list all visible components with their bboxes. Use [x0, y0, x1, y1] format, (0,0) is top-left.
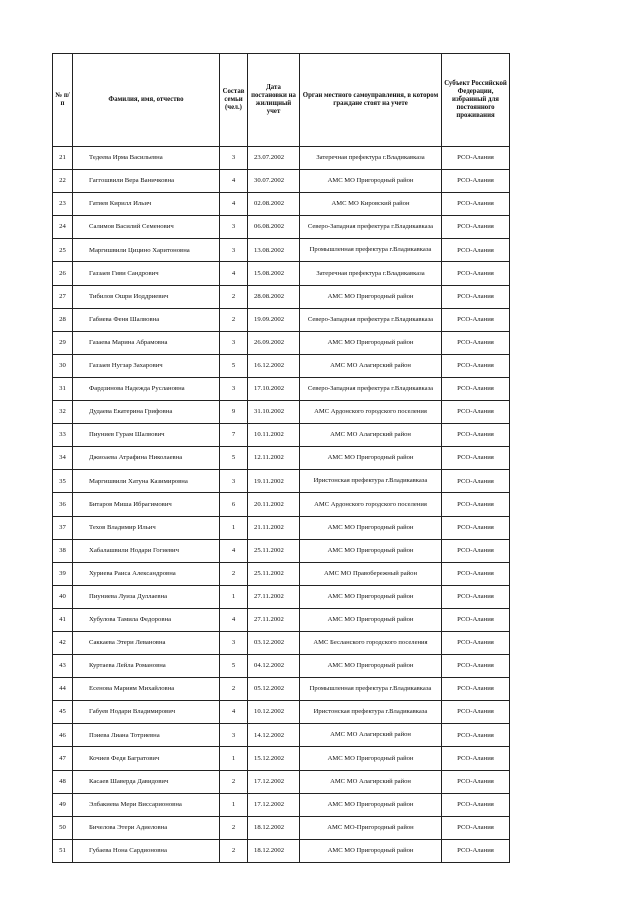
- cell-authority: АМС МО Пригородный район: [300, 608, 442, 631]
- cell-federal-subject: РСО-Алания: [442, 447, 510, 470]
- cell-family-size: 1: [220, 747, 248, 770]
- cell-authority: Промышленная префектура г.Владикавказа: [300, 678, 442, 701]
- cell-federal-subject: РСО-Алания: [442, 585, 510, 608]
- cell-federal-subject: РСО-Алания: [442, 793, 510, 816]
- cell-full-name: Тибилов Ошри Иоддриевич: [73, 285, 220, 308]
- document-page: [52, 53, 509, 863]
- table-row: [53, 724, 510, 747]
- cell-federal-subject: РСО-Алания: [442, 516, 510, 539]
- cell-registration-date: 06.08.2002: [248, 216, 300, 239]
- cell-number: 29: [53, 331, 73, 354]
- cell-federal-subject: РСО-Алания: [442, 655, 510, 678]
- cell-authority: АМС МО Пригородный район: [300, 170, 442, 193]
- table-row: [53, 701, 510, 724]
- cell-federal-subject: РСО-Алания: [442, 770, 510, 793]
- table-row: [53, 770, 510, 793]
- cell-federal-subject: РСО-Алания: [442, 470, 510, 493]
- cell-number: 24: [53, 216, 73, 239]
- cell-number: 32: [53, 401, 73, 424]
- cell-number: 25: [53, 239, 73, 262]
- cell-federal-subject: РСО-Алания: [442, 401, 510, 424]
- cell-family-size: 4: [220, 193, 248, 216]
- cell-authority: АМС МО Пригородный район: [300, 793, 442, 816]
- table-row: [53, 147, 510, 170]
- cell-family-size: 3: [220, 724, 248, 747]
- cell-registration-date: 14.12.2002: [248, 724, 300, 747]
- cell-number: 22: [53, 170, 73, 193]
- cell-registration-date: 02.08.2002: [248, 193, 300, 216]
- cell-registration-date: 23.07.2002: [248, 147, 300, 170]
- cell-family-size: 2: [220, 816, 248, 839]
- table-row: [53, 608, 510, 631]
- cell-registration-date: 16.12.2002: [248, 354, 300, 377]
- header-registration-date: Дата постановки на жилищный учет: [248, 54, 300, 147]
- header-num: № п/п: [53, 54, 73, 147]
- cell-number: 44: [53, 678, 73, 701]
- cell-full-name: Пиуниев Гурам Шалвович: [73, 424, 220, 447]
- cell-full-name: Бичелова Этери Адиеловна: [73, 816, 220, 839]
- cell-family-size: 3: [220, 147, 248, 170]
- table-row: [53, 377, 510, 400]
- cell-family-size: 1: [220, 793, 248, 816]
- cell-full-name: Газзаев Нугзар Захарович: [73, 354, 220, 377]
- table-row: [53, 470, 510, 493]
- cell-authority: АМС МО Кировский район: [300, 193, 442, 216]
- cell-number: 40: [53, 585, 73, 608]
- cell-authority: АМС Бесланского городского поселения: [300, 631, 442, 654]
- cell-full-name: Гатиев Кирилл Ильич: [73, 193, 220, 216]
- cell-full-name: Габиева Феня Шалвовна: [73, 308, 220, 331]
- cell-authority: АМС МО Пригородный район: [300, 331, 442, 354]
- table-row: [53, 262, 510, 285]
- cell-full-name: Газаева Марина Абрамовна: [73, 331, 220, 354]
- table-row: [53, 562, 510, 585]
- cell-authority: АМС МО Алагирский район: [300, 770, 442, 793]
- cell-number: 43: [53, 655, 73, 678]
- cell-full-name: Джиоаева Атрафина Николаевна: [73, 447, 220, 470]
- cell-family-size: 1: [220, 585, 248, 608]
- table-row: [53, 447, 510, 470]
- table-header-row: [53, 54, 510, 147]
- cell-family-size: 4: [220, 262, 248, 285]
- cell-federal-subject: РСО-Алания: [442, 285, 510, 308]
- table-row: [53, 747, 510, 770]
- cell-family-size: 2: [220, 562, 248, 585]
- table-row: [53, 285, 510, 308]
- cell-federal-subject: РСО-Алания: [442, 424, 510, 447]
- cell-registration-date: 31.10.2002: [248, 401, 300, 424]
- cell-family-size: 3: [220, 331, 248, 354]
- cell-number: 27: [53, 285, 73, 308]
- cell-federal-subject: РСО-Алания: [442, 308, 510, 331]
- cell-federal-subject: РСО-Алания: [442, 678, 510, 701]
- cell-federal-subject: РСО-Алания: [442, 724, 510, 747]
- cell-federal-subject: РСО-Алания: [442, 539, 510, 562]
- cell-registration-date: 19.09.2002: [248, 308, 300, 331]
- cell-registration-date: 28.08.2002: [248, 285, 300, 308]
- cell-authority: АМС МО Пригородный район: [300, 839, 442, 862]
- cell-authority: Затеречная префектура г.Владикавказа: [300, 262, 442, 285]
- cell-authority: АМС МО Пригородный район: [300, 655, 442, 678]
- table-row: [53, 793, 510, 816]
- cell-federal-subject: РСО-Алания: [442, 631, 510, 654]
- cell-number: 31: [53, 377, 73, 400]
- cell-full-name: Техов Владимир Ильич: [73, 516, 220, 539]
- cell-federal-subject: РСО-Алания: [442, 377, 510, 400]
- cell-authority: АМС МО Пригородный район: [300, 539, 442, 562]
- table-row: [53, 354, 510, 377]
- cell-number: 41: [53, 608, 73, 631]
- cell-registration-date: 25.11.2002: [248, 539, 300, 562]
- cell-full-name: Кочиев Федя Багратович: [73, 747, 220, 770]
- table-row: [53, 308, 510, 331]
- cell-full-name: Есенова Мариям Михайловна: [73, 678, 220, 701]
- cell-registration-date: 17.12.2002: [248, 793, 300, 816]
- cell-registration-date: 17.12.2002: [248, 770, 300, 793]
- cell-full-name: Тедеева Ирма Васильевна: [73, 147, 220, 170]
- cell-federal-subject: РСО-Алания: [442, 562, 510, 585]
- cell-registration-date: 17.10.2002: [248, 377, 300, 400]
- cell-registration-date: 15.08.2002: [248, 262, 300, 285]
- cell-federal-subject: РСО-Алания: [442, 239, 510, 262]
- cell-registration-date: 26.09.2002: [248, 331, 300, 354]
- cell-federal-subject: РСО-Алания: [442, 331, 510, 354]
- cell-registration-date: 13.08.2002: [248, 239, 300, 262]
- table-row: [53, 585, 510, 608]
- cell-authority: АМС МО Правобережный район: [300, 562, 442, 585]
- cell-full-name: Салимов Василий Семенович: [73, 216, 220, 239]
- table-row: [53, 678, 510, 701]
- cell-family-size: 4: [220, 701, 248, 724]
- cell-registration-date: 27.11.2002: [248, 608, 300, 631]
- table-row: [53, 539, 510, 562]
- table-row: [53, 193, 510, 216]
- cell-family-size: 9: [220, 401, 248, 424]
- cell-registration-date: 21.11.2002: [248, 516, 300, 539]
- cell-registration-date: 25.11.2002: [248, 562, 300, 585]
- cell-full-name: Маргишвили Хатуна Казимировна: [73, 470, 220, 493]
- cell-family-size: 2: [220, 308, 248, 331]
- cell-authority: Иристонская префектура г.Владикавказа: [300, 470, 442, 493]
- cell-family-size: 2: [220, 839, 248, 862]
- cell-full-name: Хабалашвили Нодари Гогиевич: [73, 539, 220, 562]
- cell-authority: АМС Ардонского городского поселения: [300, 493, 442, 516]
- registry-table: [52, 53, 510, 863]
- cell-number: 46: [53, 724, 73, 747]
- cell-family-size: 2: [220, 770, 248, 793]
- cell-number: 28: [53, 308, 73, 331]
- table-row: [53, 493, 510, 516]
- cell-federal-subject: РСО-Алания: [442, 747, 510, 770]
- cell-registration-date: 04.12.2002: [248, 655, 300, 678]
- cell-number: 47: [53, 747, 73, 770]
- cell-number: 33: [53, 424, 73, 447]
- cell-federal-subject: РСО-Алания: [442, 147, 510, 170]
- cell-full-name: Саккаева Этери Левановна: [73, 631, 220, 654]
- cell-registration-date: 20.11.2002: [248, 493, 300, 516]
- cell-authority: Иристонская префектура г.Владикавказа: [300, 701, 442, 724]
- table-row: [53, 239, 510, 262]
- cell-federal-subject: РСО-Алания: [442, 193, 510, 216]
- cell-full-name: Касаев Шаверда Давидович: [73, 770, 220, 793]
- cell-full-name: Хубулова Тамила Федоровна: [73, 608, 220, 631]
- cell-number: 23: [53, 193, 73, 216]
- cell-number: 51: [53, 839, 73, 862]
- cell-registration-date: 03.12.2002: [248, 631, 300, 654]
- cell-number: 35: [53, 470, 73, 493]
- table-row: [53, 424, 510, 447]
- table-row: [53, 216, 510, 239]
- cell-family-size: 2: [220, 678, 248, 701]
- table-row: [53, 170, 510, 193]
- cell-authority: Северо-Западная префектура г.Владикавказа: [300, 377, 442, 400]
- cell-number: 42: [53, 631, 73, 654]
- cell-family-size: 5: [220, 447, 248, 470]
- cell-federal-subject: РСО-Алания: [442, 816, 510, 839]
- cell-authority: АМС МО Пригородный район: [300, 447, 442, 470]
- cell-federal-subject: РСО-Алания: [442, 608, 510, 631]
- cell-family-size: 1: [220, 516, 248, 539]
- table-row: [53, 401, 510, 424]
- cell-registration-date: 27.11.2002: [248, 585, 300, 608]
- cell-authority: АМС МО Алагирский район: [300, 424, 442, 447]
- cell-number: 30: [53, 354, 73, 377]
- table-row: [53, 839, 510, 862]
- header-name: Фамилия, имя, отчество: [73, 54, 220, 147]
- cell-registration-date: 19.11.2002: [248, 470, 300, 493]
- cell-family-size: 3: [220, 377, 248, 400]
- cell-number: 21: [53, 147, 73, 170]
- cell-number: 38: [53, 539, 73, 562]
- cell-authority: АМС МО Пригородный район: [300, 516, 442, 539]
- cell-authority: АМС МО Пригородный район: [300, 285, 442, 308]
- cell-federal-subject: РСО-Алания: [442, 262, 510, 285]
- header-federal-subject: Субъект Российской Федерации, избранный для постоянного проживания: [442, 54, 510, 147]
- cell-authority: АМС МО-Пригородный район: [300, 816, 442, 839]
- header-family-size: Состав семьи (чел.): [220, 54, 248, 147]
- cell-federal-subject: РСО-Алания: [442, 216, 510, 239]
- cell-federal-subject: РСО-Алания: [442, 354, 510, 377]
- table-row: [53, 816, 510, 839]
- cell-registration-date: 18.12.2002: [248, 839, 300, 862]
- cell-family-size: 4: [220, 539, 248, 562]
- cell-registration-date: 10.12.2002: [248, 701, 300, 724]
- table-row: [53, 331, 510, 354]
- cell-registration-date: 10.11.2002: [248, 424, 300, 447]
- cell-federal-subject: РСО-Алания: [442, 701, 510, 724]
- cell-authority: АМС МО Пригородный район: [300, 747, 442, 770]
- cell-family-size: 5: [220, 655, 248, 678]
- cell-number: 36: [53, 493, 73, 516]
- cell-authority: Северо-Западная префектура г.Владикавказа: [300, 216, 442, 239]
- cell-family-size: 3: [220, 470, 248, 493]
- cell-registration-date: 12.11.2002: [248, 447, 300, 470]
- cell-number: 48: [53, 770, 73, 793]
- cell-authority: АМС МО Пригородный район: [300, 585, 442, 608]
- table-row: [53, 516, 510, 539]
- cell-authority: Северо-Западная префектура г.Владикавказа: [300, 308, 442, 331]
- cell-family-size: 7: [220, 424, 248, 447]
- cell-authority: АМС Ардонского городского поселения: [300, 401, 442, 424]
- cell-number: 26: [53, 262, 73, 285]
- cell-family-size: 3: [220, 216, 248, 239]
- cell-number: 50: [53, 816, 73, 839]
- cell-number: 34: [53, 447, 73, 470]
- cell-authority: АМС МО Алагирский район: [300, 354, 442, 377]
- cell-full-name: Газзаев Гиви Сандрович: [73, 262, 220, 285]
- cell-federal-subject: РСО-Алания: [442, 839, 510, 862]
- cell-full-name: Гаггошвили Вера Ваничковна: [73, 170, 220, 193]
- cell-full-name: Элбакиева Мери Виссарионовна: [73, 793, 220, 816]
- cell-full-name: Маргишвили Цицино Харитоновна: [73, 239, 220, 262]
- cell-family-size: 4: [220, 608, 248, 631]
- cell-full-name: Губаева Нона Сардионовна: [73, 839, 220, 862]
- cell-number: 49: [53, 793, 73, 816]
- cell-registration-date: 18.12.2002: [248, 816, 300, 839]
- cell-registration-date: 15.12.2002: [248, 747, 300, 770]
- cell-federal-subject: РСО-Алания: [442, 493, 510, 516]
- cell-number: 45: [53, 701, 73, 724]
- cell-family-size: 6: [220, 493, 248, 516]
- cell-full-name: Битаров Миша Ибрагимович: [73, 493, 220, 516]
- cell-family-size: 4: [220, 170, 248, 193]
- cell-full-name: Фардзинова Надежда Руслановна: [73, 377, 220, 400]
- cell-registration-date: 30.07.2002: [248, 170, 300, 193]
- cell-family-size: 3: [220, 239, 248, 262]
- cell-family-size: 2: [220, 285, 248, 308]
- cell-number: 37: [53, 516, 73, 539]
- cell-full-name: Пэиева Лиана Тотриевна: [73, 724, 220, 747]
- cell-full-name: Дудаева Екатерина Грифовна: [73, 401, 220, 424]
- cell-authority: Затеречная префектура г.Владикавказа: [300, 147, 442, 170]
- cell-family-size: 5: [220, 354, 248, 377]
- cell-number: 39: [53, 562, 73, 585]
- cell-authority: Промышленная префектура г.Владикавказа: [300, 239, 442, 262]
- cell-federal-subject: РСО-Алания: [442, 170, 510, 193]
- cell-full-name: Хуриева Раиса Александровна: [73, 562, 220, 585]
- table-row: [53, 631, 510, 654]
- cell-registration-date: 05.12.2002: [248, 678, 300, 701]
- cell-full-name: Пиуниева Луиза Дуллаевна: [73, 585, 220, 608]
- cell-authority: АМС МО Алагирский район: [300, 724, 442, 747]
- cell-family-size: 3: [220, 631, 248, 654]
- cell-full-name: Габуев Нодари Владимирович: [73, 701, 220, 724]
- header-authority: Орган местного самоуправления, в котором граждане стоят на учете: [300, 54, 442, 147]
- cell-full-name: Куртаева Лейла Романовна: [73, 655, 220, 678]
- table-row: [53, 655, 510, 678]
